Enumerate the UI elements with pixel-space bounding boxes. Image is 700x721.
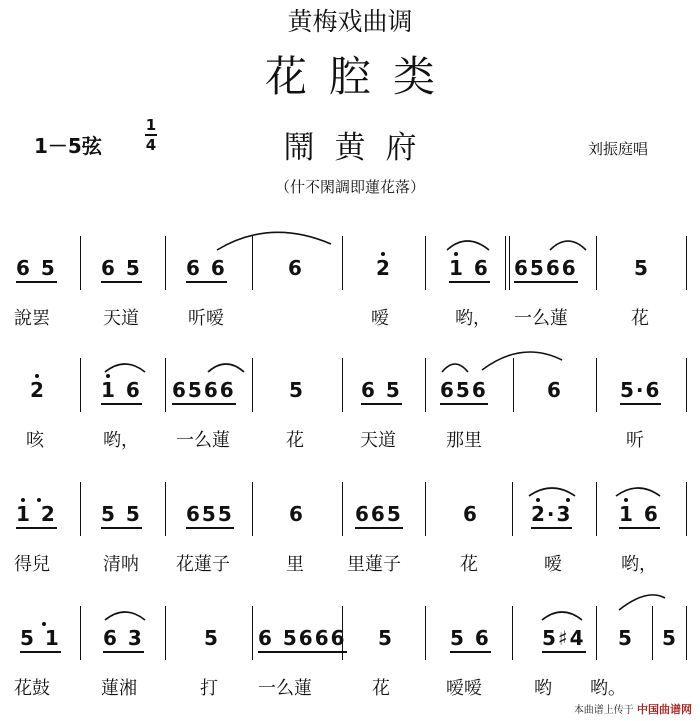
performer-credit: 刘振庭唱 xyxy=(588,140,649,158)
measure-notes: 5 5 xyxy=(101,502,142,529)
lyric: 嗳 xyxy=(544,554,562,575)
score-system-4 xyxy=(0,592,700,708)
slur-mark xyxy=(103,358,147,374)
measure-notes: 655 xyxy=(186,502,234,529)
measure-notes: 6 xyxy=(463,502,479,526)
lyric: 哟 xyxy=(534,678,552,699)
measure-notes: 6 5666 xyxy=(258,626,347,653)
lyric: 里蓮子 xyxy=(347,554,401,575)
measure-notes: 1 6 xyxy=(101,378,142,405)
measure-notes: 6 5 xyxy=(361,378,402,405)
score-system-3 xyxy=(0,468,700,584)
time-denominator: 4 xyxy=(145,136,157,154)
source-watermark xyxy=(574,701,692,717)
measure-notes: 5 xyxy=(289,378,305,402)
measure-notes: 5 xyxy=(634,256,650,280)
measure-notes: 6 xyxy=(547,378,563,402)
lyric: 哟， xyxy=(103,430,139,451)
score-system-2 xyxy=(0,344,700,460)
lyric: 听 xyxy=(626,430,644,451)
slur-mark xyxy=(527,482,577,498)
measure-notes: 5 xyxy=(618,626,634,650)
measure-notes: 5 xyxy=(204,626,220,650)
measure-notes: 5·6 xyxy=(620,378,661,405)
lyric: 說罢 xyxy=(14,308,50,329)
measure-notes: 6 5 xyxy=(16,256,57,283)
page-title: 花腔类 xyxy=(264,52,457,101)
measure-notes: 5 1 xyxy=(20,626,61,653)
lyric: 蓮湘 xyxy=(101,678,137,699)
measure-notes: 6 6 xyxy=(186,256,227,283)
lyric: 听嗳 xyxy=(188,308,224,329)
measure-notes: 665 xyxy=(355,502,403,529)
lyric: 得兒 xyxy=(14,554,50,575)
measure-notes: 5 xyxy=(378,626,394,650)
measure-notes: 6566 xyxy=(172,378,236,405)
measure-notes: 2·3 xyxy=(531,502,572,529)
score-system-1 xyxy=(0,222,700,338)
lyric: 花 xyxy=(372,678,390,699)
lyric: 那里 xyxy=(446,430,482,451)
slur-mark xyxy=(617,592,667,612)
time-numerator: 1 xyxy=(145,116,157,134)
supertitle: 黄梅戏曲调 xyxy=(287,7,413,36)
slur-mark xyxy=(548,234,588,252)
lyric: 打 xyxy=(200,678,218,699)
measure-notes: 6 5 xyxy=(101,256,142,283)
lyric: 一么蓮 xyxy=(176,430,230,451)
lyric: 一么蓮 xyxy=(514,308,568,329)
lyric: 花鼓 xyxy=(14,678,50,699)
lyric: 哟。 xyxy=(590,678,626,699)
lyric: 清呐 xyxy=(103,554,139,575)
measure-notes: 1 2 xyxy=(16,502,57,529)
measure-notes: 2 xyxy=(30,378,46,402)
tune-note: （什不閑調即蓮花落） xyxy=(274,178,425,196)
lyric: 花 xyxy=(460,554,478,575)
lyric: 花 xyxy=(286,430,304,451)
measure-notes: 6 xyxy=(288,256,304,280)
slur-mark xyxy=(440,358,470,374)
song-title: 鬧黄府 xyxy=(283,130,437,166)
lyric: 里 xyxy=(286,554,304,575)
measure-notes: 6 3 xyxy=(103,626,144,653)
measure-notes: 2 xyxy=(376,256,392,280)
measure-notes: 6566 xyxy=(514,256,578,283)
measure-notes: 1 6 xyxy=(449,256,490,283)
lyric: 哟， xyxy=(621,554,657,575)
measure-notes: 5 6 xyxy=(450,626,491,653)
measure-notes: 6 xyxy=(289,502,305,526)
lyric: 天道 xyxy=(103,308,139,329)
lyric: 嗳 xyxy=(371,308,389,329)
slur-mark xyxy=(215,222,335,252)
measure-notes: 656 xyxy=(440,378,488,405)
key-signature: 1－5弦 xyxy=(34,134,102,158)
measure-notes: 5 xyxy=(662,626,678,650)
upload-text: 本曲谱上传于 xyxy=(573,705,634,716)
lyric: 天道 xyxy=(360,430,396,451)
site-name: 中国曲谱网 xyxy=(637,703,692,716)
slur-mark xyxy=(614,482,662,498)
lyric: 花蓮子 xyxy=(176,554,230,575)
lyric: 嗳嗳 xyxy=(446,678,482,699)
measure-notes: 5♯4 xyxy=(542,626,586,653)
measure-notes: 1 6 xyxy=(619,502,660,529)
slur-mark xyxy=(480,346,564,372)
lyric: 咳 xyxy=(26,430,44,451)
slur-mark xyxy=(540,606,584,622)
slur-mark xyxy=(206,358,246,374)
lyric: 哟， xyxy=(455,308,491,329)
slur-mark xyxy=(445,234,491,252)
lyric: 一么蓮 xyxy=(258,678,312,699)
slur-mark xyxy=(103,606,147,622)
lyric: 花 xyxy=(631,308,649,329)
